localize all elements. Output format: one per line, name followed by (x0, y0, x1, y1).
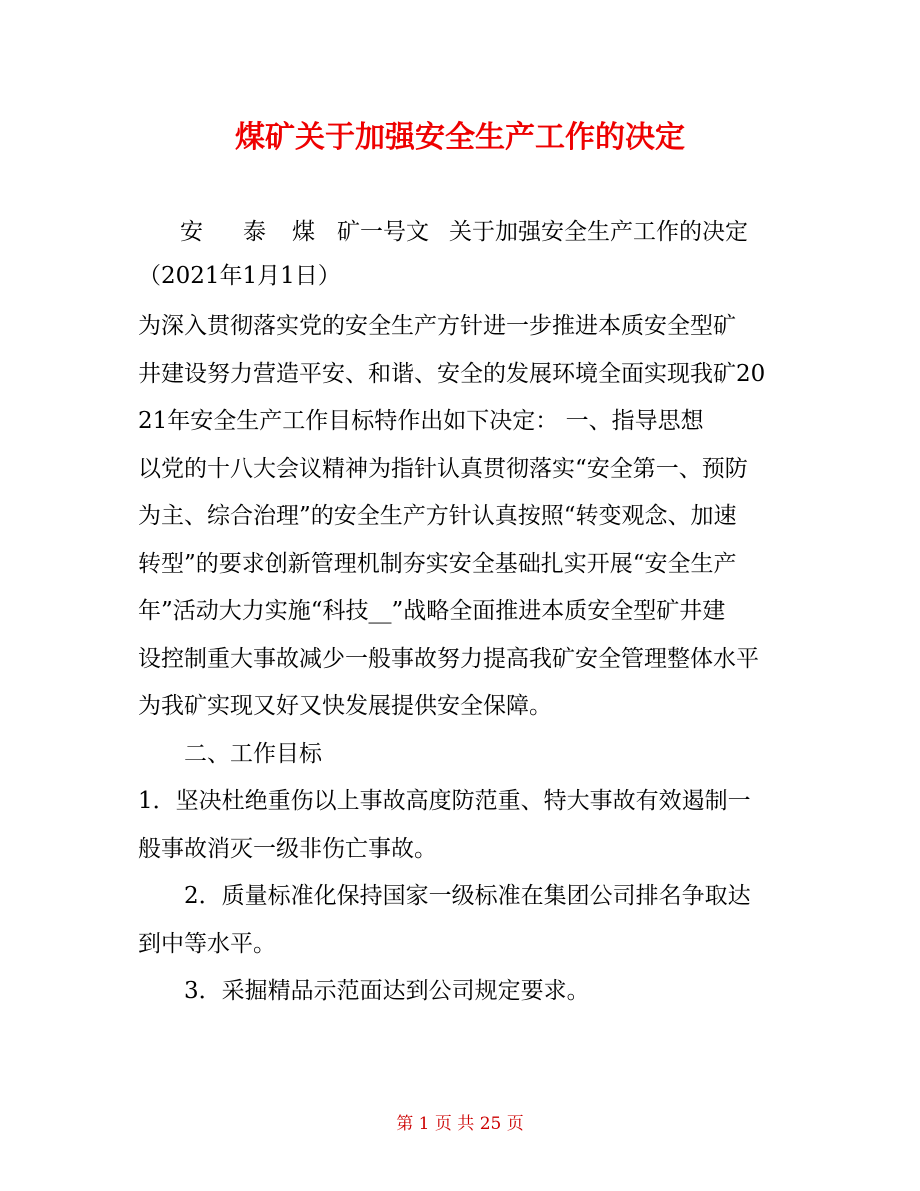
paragraph-line: 年”活动大力实施“科技__”战略全面推进本质安全型矿井建 (138, 598, 726, 624)
header-char-an: 安 (180, 219, 203, 245)
goal-item-2-line-2: 到中等水平。 (138, 931, 276, 957)
section-heading-work-goals: 二、工作目标 (184, 741, 322, 767)
paragraph-line: 为主、综合治理”的安全生产方针认真按照“转变观念、加速 (138, 503, 737, 529)
paragraph-line: 井建设努力营造平安、和谐、安全的发展环境全面实现我矿20 (138, 361, 766, 387)
document-date: （2021年1月1日） (138, 263, 341, 289)
goal-item-1-line-2: 般事故消灭一级非伤亡事故。 (138, 836, 437, 862)
document-title: 煤矿关于加强安全生产工作的决定 (235, 120, 685, 155)
header-doc-number: 矿一号文 (337, 219, 429, 245)
goal-item-3: 3．采掘精品示范面达到公司规定要求。 (184, 978, 590, 1004)
paragraph-line: 设控制重大事故减少一般事故努力提高我矿安全管理整体水平 (138, 646, 759, 672)
page-indicator: 第 1 页 共 25 页 (396, 1114, 524, 1134)
header-char-tai: 泰 (243, 219, 266, 245)
goal-item-2-line-1: 2．质量标准化保持国家一级标准在集团公司排名争取达 (184, 883, 751, 909)
goal-item-1-line-1: 1．坚决杜绝重伤以上事故高度防范重、特大事故有效遏制一 (138, 788, 751, 814)
paragraph-line: 以党的十八大会议精神为指针认真贯彻落实“安全第一、预防 (138, 456, 748, 482)
paragraph-line: 为深入贯彻落实党的安全生产方针进一步推进本质安全型矿 (138, 313, 736, 339)
paragraph-line: 为我矿实现又好又快发展提供安全保障。 (138, 693, 552, 719)
header-char-mei: 煤 (292, 219, 315, 245)
document-header-line (180, 216, 840, 248)
paragraph-line: 21年安全生产工作目标特作出如下决定： 一、指导思想 (138, 408, 704, 434)
paragraph-line: 转型”的要求创新管理机制夯实安全基础扎实开展“安全生产 (138, 551, 737, 577)
header-doc-subject: 关于加强安全生产工作的决定 (449, 219, 748, 245)
